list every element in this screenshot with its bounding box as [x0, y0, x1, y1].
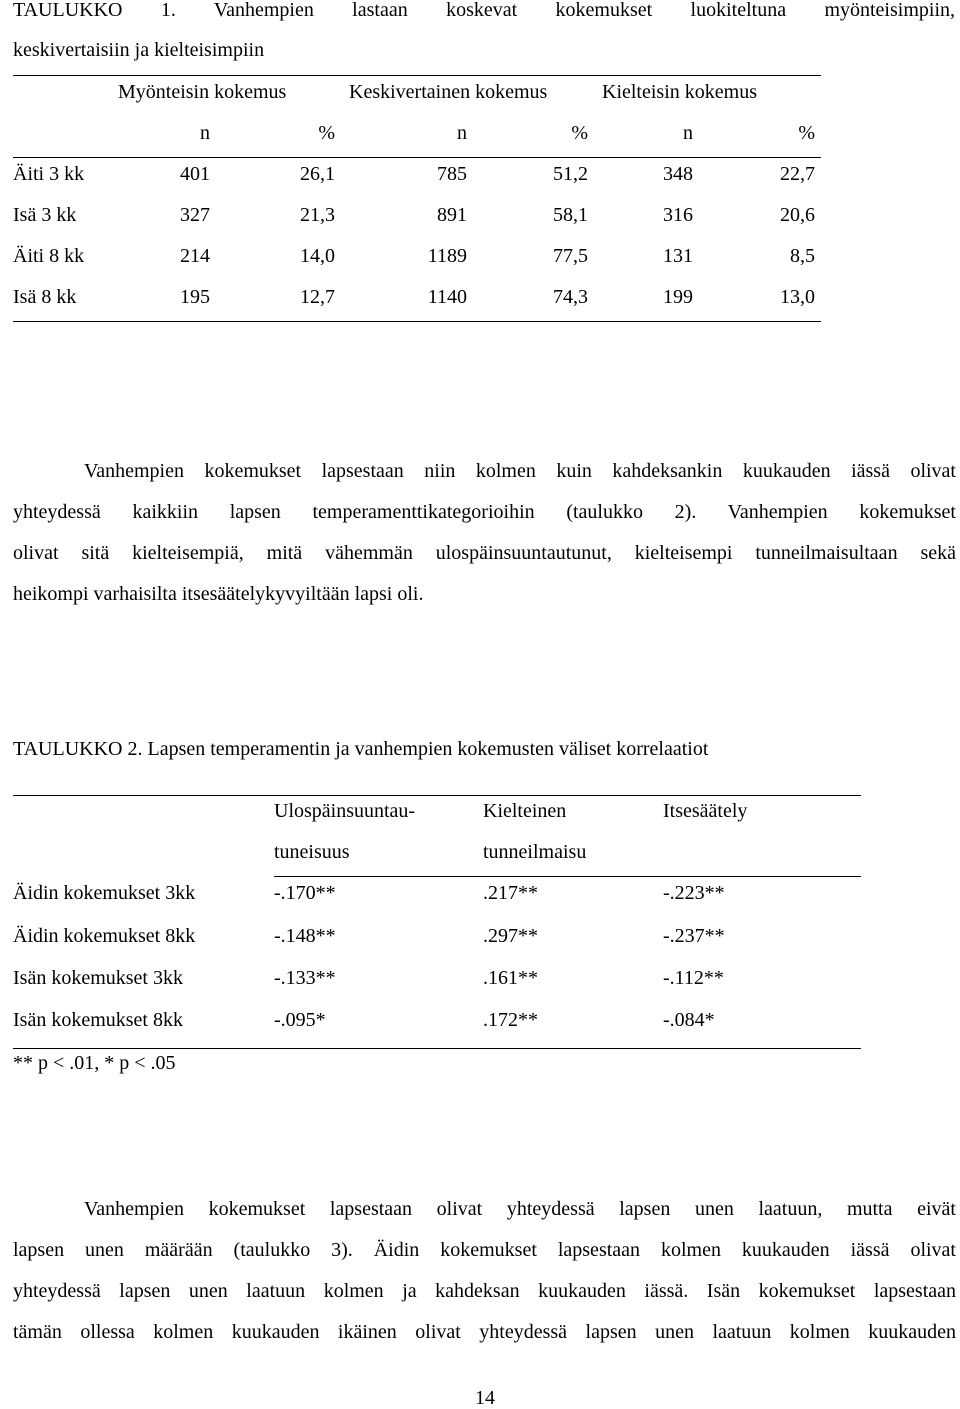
paragraph1-line4: heikompi varhaisilta itsesäätelykyvyiltään lapsi oli. — [13, 583, 424, 605]
table-cell: 13,0 — [780, 286, 815, 308]
table-cell: 1189 — [427, 245, 467, 267]
table2-header-self-regulation: Itsesäätely — [663, 800, 748, 822]
table2-bottom-rule — [13, 1048, 861, 1049]
table1-subheader-pct3: % — [798, 122, 815, 144]
table2-header-rule — [274, 876, 861, 877]
table2-significance-note: ** p < .01, * p < .05 — [13, 1052, 176, 1074]
table-cell: -.148** — [274, 925, 336, 947]
table1-bottom-rule — [13, 321, 821, 322]
table-cell: 327 — [180, 204, 210, 226]
table-cell: -.170** — [274, 882, 336, 904]
paragraph2-line3: yhteydessä lapsen unen laatuun kolmen ja kahdeksan kuukauden iässä. Isän kokemukset lapsestaan — [13, 1280, 956, 1302]
table-row-label: Äiti 8 kk — [13, 245, 85, 267]
table2-header-extraversion: Ulospäinsuuntau- — [274, 800, 416, 822]
table-cell: -.223** — [663, 882, 725, 904]
table-cell: 74,3 — [553, 286, 588, 308]
table1-header-rule — [13, 157, 821, 158]
table-cell: 316 — [663, 204, 693, 226]
table-cell: .297** — [483, 925, 538, 947]
table-cell: 14,0 — [300, 245, 335, 267]
table-row-label: Äidin kokemukset 3kk — [13, 882, 196, 904]
table1-top-rule — [13, 75, 821, 76]
table2-caption: TAULUKKO 2. Lapsen temperamentin ja vanhempien kokemusten väliset korrelaatiot — [13, 738, 709, 760]
table-row-label: Äiti 3 kk — [13, 163, 85, 185]
table-cell: .217** — [483, 882, 538, 904]
table-cell: 401 — [180, 163, 210, 185]
table1-caption-line2: keskivertaisiin ja kielteisimpiin — [13, 39, 265, 61]
table-cell: -.133** — [274, 967, 336, 989]
table-cell: 131 — [663, 245, 693, 267]
table-cell: 348 — [663, 163, 693, 185]
table-cell: 785 — [437, 163, 467, 185]
table-cell: 12,7 — [300, 286, 335, 308]
table1-caption-line1: TAULUKKO 1. Vanhempien lastaan koskevat kokemukset luokiteltuna myönteisimpiin, — [13, 0, 955, 21]
paragraph2-line4: tämän ollessa kolmen kuukauden ikäinen olivat yhteydessä lapsen unen laatuun kolmen kuukauden — [13, 1321, 956, 1343]
table-row-label: Isän kokemukset 8kk — [13, 1009, 183, 1031]
paragraph2-line2: lapsen unen määrään (taulukko 3). Äidin kokemukset lapsestaan kolmen kuukauden iässä olivat — [13, 1239, 956, 1261]
table1-subheader-pct1: % — [318, 122, 335, 144]
table-cell: 77,5 — [553, 245, 588, 267]
page-number: 14 — [475, 1387, 495, 1409]
table-row-label: Isä 3 kk — [13, 204, 77, 226]
paragraph1-line1: Vanhempien kokemukset lapsestaan niin kolmen kuin kahdeksankin kuukauden iässä olivat — [84, 460, 956, 482]
table-cell: 891 — [437, 204, 467, 226]
table-cell: 51,2 — [553, 163, 588, 185]
table-row-label: Isä 8 kk — [13, 286, 77, 308]
table-cell: -.095* — [274, 1009, 326, 1031]
table2-header-negative-emotion-cont: tunneilmaisu — [483, 841, 587, 863]
table-cell: .172** — [483, 1009, 538, 1031]
table-cell: 1140 — [427, 286, 467, 308]
table2-top-rule — [13, 795, 861, 796]
table1-subheader-n1: n — [200, 122, 210, 144]
table-cell: -.084* — [663, 1009, 715, 1031]
paragraph1-line3: olivat sitä kielteisempiä, mitä vähemmän ulospäinsuuntautunut, kielteisempi tunneilmaisultaan sekä — [13, 542, 956, 564]
table-row-label: Isän kokemukset 3kk — [13, 967, 183, 989]
table2-header-extraversion-cont: tuneisuus — [274, 841, 350, 863]
table-cell: 21,3 — [300, 204, 335, 226]
table1-subheader-n3: n — [683, 122, 693, 144]
table-cell: 20,6 — [780, 204, 815, 226]
table-cell: -.237** — [663, 925, 725, 947]
table1-group-header-positive: Myönteisin kokemus — [118, 81, 287, 103]
table1-subheader-pct2: % — [571, 122, 588, 144]
table-cell: 26,1 — [300, 163, 335, 185]
table-cell: .161** — [483, 967, 538, 989]
table1-group-header-negative: Kielteisin kokemus — [602, 81, 757, 103]
table-cell: -.112** — [663, 967, 724, 989]
table-cell: 8,5 — [790, 245, 815, 267]
paragraph1-line2: yhteydessä kaikkiin lapsen temperamenttikategorioihin (taulukko 2). Vanhempien kokemukset — [13, 501, 956, 523]
table-cell: 58,1 — [553, 204, 588, 226]
table1-subheader-n2: n — [457, 122, 467, 144]
table-row-label: Äidin kokemukset 8kk — [13, 925, 196, 947]
table-cell: 214 — [180, 245, 210, 267]
table-cell: 199 — [663, 286, 693, 308]
table-cell: 22,7 — [780, 163, 815, 185]
paragraph2-line1: Vanhempien kokemukset lapsestaan olivat yhteydessä lapsen unen laatuun, mutta eivät — [84, 1198, 956, 1220]
table-cell: 195 — [180, 286, 210, 308]
table2-header-negative-emotion: Kielteinen — [483, 800, 567, 822]
table1-group-header-average: Keskivertainen kokemus — [349, 81, 548, 103]
